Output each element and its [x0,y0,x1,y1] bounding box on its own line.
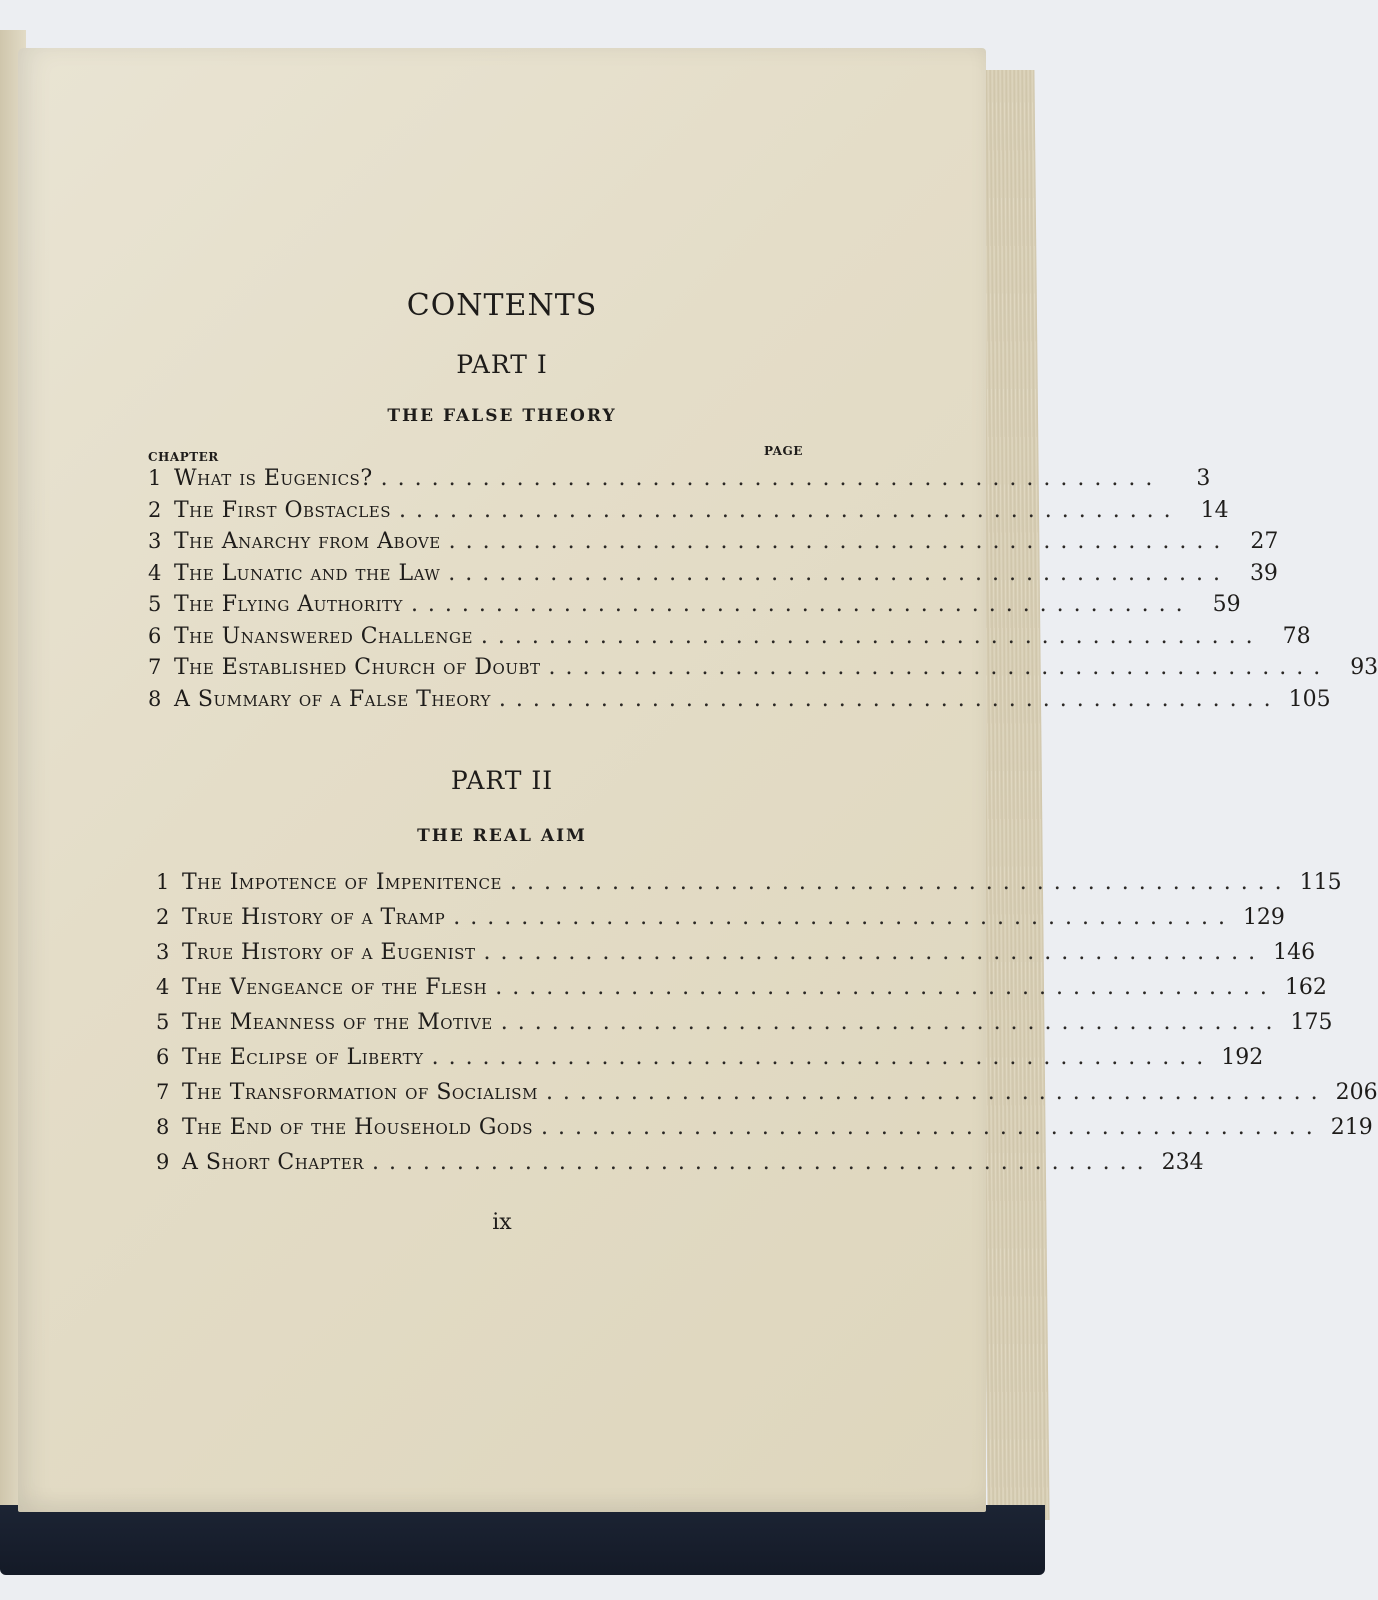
toc-entry [148,560,1278,593]
chapter-page-number: 78 [1282,623,1311,649]
chapter-title: The Meanness of the Motive [182,1010,493,1035]
toc-entry [156,905,1285,940]
chapter-title: What is Eugenics? [174,466,373,491]
dot-leader: .............................................. [498,686,1281,712]
page-column-label: PAGE [764,444,803,458]
dot-leader: .............................................. [448,529,1231,554]
dot-leader: .............................................. [483,940,1266,965]
chapter-number: 8 [156,1115,170,1139]
chapter-title: The Anarchy from Above [174,529,441,554]
chapter-page-number: 39 [1249,560,1278,586]
toc-entry [148,686,1331,719]
chapter-page-number: 93 [1350,655,1378,680]
chapter-title: The Impotence of Impenitence [182,870,502,895]
dot-leader: .............................................. [453,905,1235,930]
chapter-title: The Established Church of Doubt [174,655,541,680]
chapter-number: 4 [156,975,170,999]
dot-leader: .............................................. [371,1150,1154,1175]
chapter-page-number: 27 [1250,529,1279,554]
book-page [18,48,1378,1512]
dot-leader: .............................................. [448,560,1230,586]
toc-entry [156,1115,1373,1150]
dot-leader: .............................................. [380,466,1163,491]
part2-heading: PART II [450,766,554,795]
chapter-page-number: 105 [1288,686,1331,712]
chapter-number: 6 [156,1045,170,1069]
dot-leader: .............................................. [500,1010,1283,1035]
book-cover [0,1505,1045,1575]
chapter-page-number: 175 [1290,1010,1333,1035]
chapter-page-number: 129 [1242,905,1285,930]
chapter-number: 1 [156,870,170,894]
dot-leader: .............................................. [410,592,1193,617]
chapter-title: A Short Chapter [182,1150,364,1175]
chapter-number: 8 [148,686,162,711]
toc-entry [156,870,1342,905]
chapter-page-number: 206 [1335,1080,1378,1105]
toc-entry [156,1150,1204,1185]
chapter-page-number: 14 [1200,497,1229,523]
chapter-title: The Flying Authority [174,592,403,617]
part1-heading: PART I [456,350,548,379]
dot-leader: .............................................. [495,975,1277,1000]
part2-subtitle: THE REAL AIM [417,826,587,846]
toc-entry [148,497,1229,530]
dot-leader: .............................................. [480,623,1263,649]
chapter-number: 4 [148,560,162,585]
page-number: ix [492,1210,512,1235]
toc-entry [148,529,1279,561]
toc-entry [156,1010,1333,1045]
chapter-page-number: 219 [1330,1115,1373,1140]
toc-entry [148,655,1378,687]
dot-leader: .............................................. [431,1045,1214,1070]
part2-chapter-list [156,870,1378,1185]
chapter-number: 9 [156,1150,170,1174]
dot-leader: .............................................. [548,655,1331,680]
chapter-page-number: 146 [1273,940,1316,965]
chapter-title: The Lunatic and the Law [174,560,441,586]
dot-leader: .............................................. [541,1115,1323,1140]
chapter-number: 6 [148,623,162,648]
dot-leader: .............................................. [398,497,1181,523]
part1-chapter-list [148,466,1378,718]
toc-entry [148,623,1311,656]
chapter-title: True History of a Eugenist [182,940,476,965]
chapter-number: 7 [156,1080,170,1104]
dot-leader: .............................................. [509,870,1292,895]
chapter-title: A Summary of a False Theory [174,686,491,712]
chapter-title: The Eclipse of Liberty [182,1045,424,1070]
chapter-title: The End of the Household Gods [182,1115,534,1140]
chapter-number: 3 [156,940,170,964]
toc-entry [156,975,1327,1010]
chapter-page-number: 115 [1299,870,1342,895]
chapter-number: 1 [148,466,162,490]
chapter-page-number: 3 [1196,466,1211,491]
chapter-number: 5 [156,1010,170,1034]
chapter-number: 3 [148,529,162,553]
chapter-number: 5 [148,592,162,616]
chapter-page-number: 162 [1284,975,1327,1000]
chapter-page-number: 192 [1221,1045,1264,1070]
chapter-title: True History of a Tramp [182,905,446,930]
chapter-number: 7 [148,655,162,679]
toc-entry [156,1045,1264,1080]
contents-title: CONTENTS [406,288,598,323]
chapter-number: 2 [148,497,162,522]
dot-leader: .............................................. [545,1080,1328,1105]
chapter-number: 2 [156,905,170,929]
toc-entry [148,466,1211,498]
chapter-page-number: 59 [1212,592,1241,617]
part1-subtitle: THE FALSE THEORY [387,406,617,426]
chapter-title: The Vengeance of the Flesh [182,975,488,1000]
chapter-title: The Unanswered Challenge [174,623,473,649]
toc-entry [156,940,1316,975]
chapter-page-number: 234 [1161,1150,1204,1175]
chapter-column-label: CHAPTER [148,450,219,464]
chapter-title: The Transformation of Socialism [182,1080,538,1105]
chapter-title: The First Obstacles [174,497,391,523]
toc-entry [156,1080,1378,1115]
toc-entry [148,592,1241,624]
